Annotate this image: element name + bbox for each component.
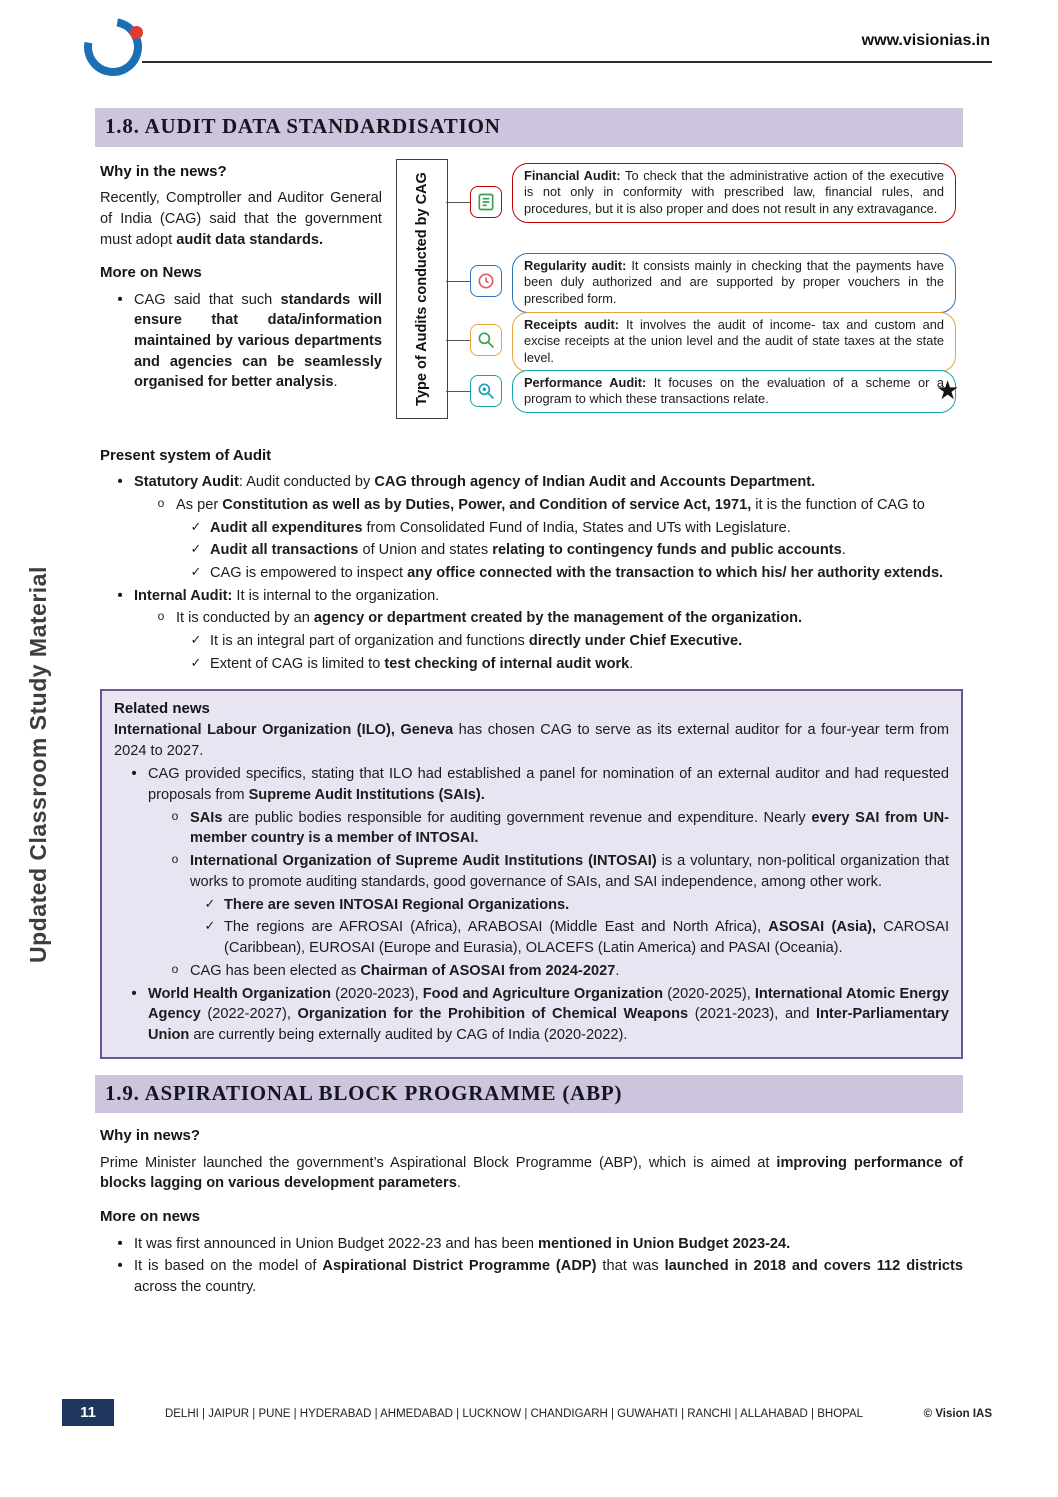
audit-box-title: Financial Audit: <box>524 167 621 183</box>
list-item-text: SAIs are public bodies responsible for auditing government revenue and expenditure. Nearly every SAI from UN-member country is a member of INTOSAI. <box>190 809 949 847</box>
list-item <box>100 518 963 539</box>
audit-box-text: It consists mainly in checking that the payments have been duly authorized and are supported by proper vouchers in the prescribed form. <box>524 257 945 307</box>
audit-types-diagram <box>396 149 963 433</box>
list-item-text: It is based on the model of Aspirational District Programme (ADP) that was launched in 2018 and covers 112 districts across the country. <box>134 1258 964 1295</box>
more-on-news-heading: More on News <box>100 264 202 282</box>
connector-line <box>446 281 472 282</box>
why-in-news-heading: Why in the news? <box>100 162 227 180</box>
list-item <box>100 540 963 561</box>
related-news-box <box>100 689 963 1059</box>
list-item <box>100 1256 963 1297</box>
bullet-marker: o <box>157 609 165 624</box>
bullet-marker: • <box>131 766 137 783</box>
diagram-axis-label: Type of Audits conducted by CAG <box>413 172 430 406</box>
connector-line <box>446 202 472 203</box>
financial-audit-box <box>512 163 956 223</box>
list-item-text: Audit all expenditures from Consolidated Fund of India, States and UTs with Legislature. <box>210 519 791 536</box>
audit-box-title: Performance Audit: <box>524 374 647 390</box>
present-system-list <box>100 472 963 674</box>
list-item-text: Internal Audit: It is internal to the organization. <box>134 587 440 604</box>
connector-line <box>446 340 472 341</box>
related-news-heading: Related news <box>114 699 210 717</box>
website-url: www.visionias.in <box>861 32 990 49</box>
bullet-marker: ✓ <box>190 654 202 670</box>
bullet-marker: ✓ <box>204 895 216 911</box>
star-icon: ★ <box>936 374 960 405</box>
bullet-marker: ✓ <box>190 563 202 579</box>
list-item-text: It was first announced in Union Budget 2022-23 and has been mentioned in Union Budget 2023-24. <box>134 1235 791 1252</box>
list-item <box>100 495 963 516</box>
list-item <box>114 895 949 916</box>
bullet-marker: ✓ <box>204 918 216 934</box>
section-heading-1-9: 1.9. ASPIRATIONAL BLOCK PROGRAMME (ABP) <box>95 1075 963 1114</box>
related-news-intro: International Labour Organization (ILO), Geneva has chosen CAG to serve as its external auditor for a four-year term from 2024 to 2027. <box>114 721 949 759</box>
list-item <box>114 808 949 849</box>
list-item-text: There are seven INTOSAI Regional Organizations. <box>224 896 570 913</box>
list-item <box>100 472 963 493</box>
list-item-text: CAG provided specifics, stating that ILO had established a panel for nomination of an external auditor and had requested proposals from Supreme Audit Institutions (SAIs). <box>148 766 949 804</box>
sidebar-vertical-text: Updated Classroom Study Material <box>25 566 51 963</box>
footer-cities: DELHI | JAIPUR | PUNE | HYDERABAD | AHMEDABAD | LUCKNOW | CHANDIGARH | GUWAHATI | RANCHI | ALLAHABAD | BHOPAL <box>164 1408 864 1420</box>
regularity-audit-box <box>512 253 956 313</box>
list-item <box>100 608 963 629</box>
bullet-marker: • <box>131 985 137 1002</box>
content-column <box>100 108 963 1300</box>
list-item <box>100 290 382 394</box>
list-item <box>114 764 949 805</box>
left-text-column <box>100 149 382 433</box>
list-item-text: CAG has been elected as Chairman of ASOSAI from 2024-2027. <box>190 962 620 979</box>
bullet-marker: o <box>157 495 165 510</box>
logo-swirl-icon <box>73 7 154 88</box>
abp-list <box>100 1234 963 1298</box>
bullet-marker: o <box>171 961 179 976</box>
footer-copyright: © Vision IAS <box>923 1408 992 1420</box>
bullet-marker: • <box>117 291 123 308</box>
list-item-text: The regions are AFROSAI (Africa), ARABOSAI (Middle East and North Africa), ASOSAI (Asia), CAROSAI (Caribbean), EUROSAI (Europe and Eurasia), OLACEFS (Latin America) and PASAI (Oceania). <box>224 919 949 957</box>
intro-paragraph: Recently, Comptroller and Auditor General of India (CAG) said that the government must adopt audit data standards. <box>100 190 382 248</box>
receipts-audit-icon <box>470 324 502 356</box>
bullet-marker: ✓ <box>190 632 202 648</box>
audit-box-title: Receipts audit: <box>524 316 620 332</box>
bullet-marker: • <box>117 1235 123 1252</box>
why-in-news-heading-19: Why in news? <box>100 1127 201 1145</box>
list-item-text: CAG is empowered to inspect any office connected with the transaction to which his/ her authority extends. <box>210 564 944 581</box>
audit-box-text: It focuses on the evaluation of a scheme or a program to which these transactions relate. <box>524 374 944 407</box>
list-item <box>100 631 963 652</box>
bullet-marker: o <box>171 852 179 867</box>
list-item-text: Statutory Audit: Audit conducted by CAG through agency of Indian Audit and Accounts Department. <box>134 474 816 491</box>
bullet-marker: ✓ <box>190 541 202 557</box>
list-item-text: Extent of CAG is limited to test checking of internal audit work. <box>210 655 634 672</box>
list-item <box>100 654 963 675</box>
audit-box-text: To check that the administrative action of the executive is not only in conformity with prescribed law, financial rules, and procedures, but it is also proper and does not result in any extravagance. <box>524 167 944 217</box>
list-item-text: As per Constitution as well as by Duties, Power, and Condition of service Act, 1971, it is the function of CAG to <box>176 496 925 513</box>
logo-dot-icon <box>130 26 143 39</box>
list-item-text: It is an integral part of organization and functions directly under Chief Executive. <box>210 633 743 650</box>
bullet-marker: o <box>171 808 179 823</box>
more-on-news-heading-19: More on news <box>100 1208 201 1226</box>
performance-audit-icon <box>470 375 502 407</box>
list-item-text: Audit all transactions of Union and states relating to contingency funds and public accounts. <box>210 542 846 559</box>
list-item <box>114 851 949 892</box>
audit-box-title: Regularity audit: <box>524 257 627 273</box>
list-item-text: International Organization of Supreme Audit Institutions (INTOSAI) is a voluntary, non-political organization that works to promote auditing standards, good governance of SAIs, and SAI independence, among other work. <box>190 853 950 890</box>
list-item <box>114 984 949 1046</box>
list-item <box>100 1234 963 1255</box>
list-item <box>100 563 963 584</box>
diagram-axis-box <box>396 159 448 419</box>
abp-intro-paragraph: Prime Minister launched the government’s Aspirational Block Programme (ABP), which is aimed at improving performance of blocks lagging on various development parameters. <box>100 1154 964 1192</box>
performance-audit-box <box>512 370 956 413</box>
header-divider <box>142 61 992 63</box>
financial-audit-icon <box>470 186 502 218</box>
list-item-text: World Health Organization (2020-2023), Food and Agriculture Organization (2020-2025), International Atomic Energy Agency (2022-2027), Organization for the Prohibition of Chemical Weapons (2021-2023), and Inter-Parliamentary Union are currently being externally audited by CAG of India (2020-2022). <box>148 985 949 1043</box>
two-column-row <box>100 149 963 433</box>
more-on-news-list <box>100 290 382 394</box>
bullet-marker: • <box>117 1258 123 1275</box>
list-item <box>114 961 949 982</box>
bullet-marker: • <box>117 474 123 491</box>
connector-line <box>446 391 472 392</box>
visionias-logo <box>84 14 140 70</box>
bullet-marker: ✓ <box>190 518 202 534</box>
list-item-text: It is conducted by an agency or department created by the management of the organization. <box>176 610 803 627</box>
page-number-badge: 11 <box>62 1399 114 1426</box>
section-heading-1-8: 1.8. AUDIT DATA STANDARDISATION <box>95 108 963 147</box>
related-news-list <box>114 764 949 1045</box>
audit-box-text: It involves the audit of income- tax and custom and excise receipts at the union level and the audit of state taxes at the state level. <box>524 316 944 366</box>
list-item <box>114 917 949 958</box>
regularity-audit-icon <box>470 265 502 297</box>
present-system-heading: Present system of Audit <box>100 446 272 464</box>
receipts-audit-box <box>512 312 956 372</box>
list-item <box>100 586 963 607</box>
list-item-text: CAG said that such standards will ensure that data/information maintained by various departments and agencies can be seamlessly organised for better analysis. <box>134 291 382 391</box>
bullet-marker: • <box>117 587 123 604</box>
